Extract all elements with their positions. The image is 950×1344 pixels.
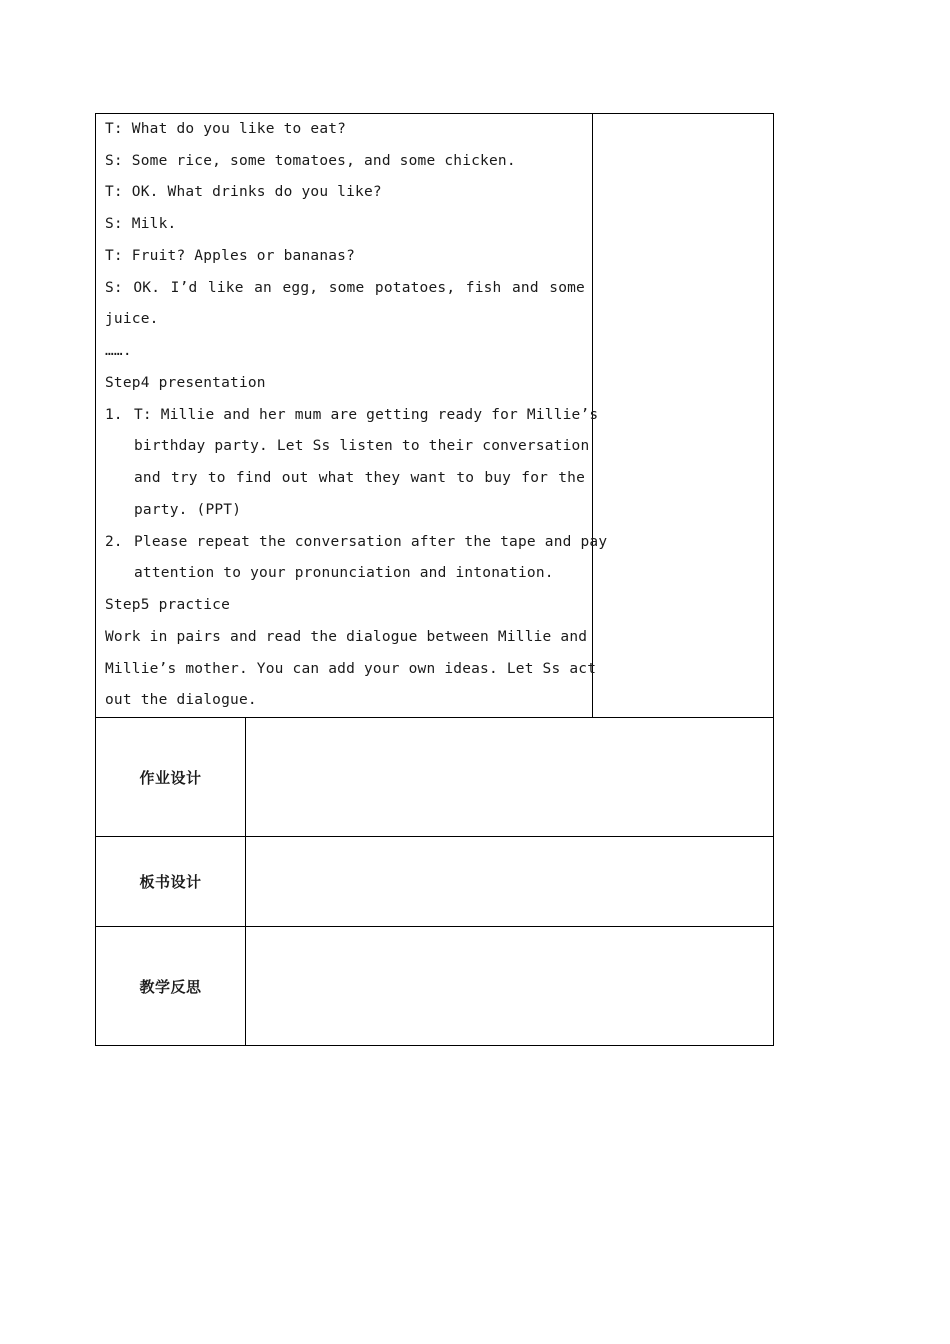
reflection-label: 教学反思: [96, 927, 246, 1045]
dialogue-line: S: Milk.: [105, 216, 177, 232]
procedure-cell: [96, 114, 608, 717]
board-design-label: 板书设计: [96, 837, 246, 926]
board-design-content: [246, 837, 773, 926]
dialogue-line: juice.: [105, 311, 159, 327]
dialogue-line: S: OK. I’d like an egg, some potatoes, fish and some: [105, 280, 585, 296]
practice-line: Millie’s mother. You can add your own ideas. Let Ss act: [105, 661, 597, 677]
lesson-plan-table: [95, 113, 774, 1046]
reflection-content: [246, 927, 773, 1045]
notes-cell: [593, 114, 773, 717]
item-number: 1.: [105, 407, 123, 423]
homework-row: [95, 717, 774, 836]
homework-label: 作业设计: [96, 718, 246, 836]
reflection-row: [95, 926, 774, 1046]
dialogue-line: S: Some rice, some tomatoes, and some chicken.: [105, 153, 516, 169]
item-number: 2.: [105, 534, 123, 550]
procedure-row: [95, 113, 774, 717]
step-heading: Step5 practice: [105, 597, 231, 613]
item-line: Please repeat the conversation after the tape and pay: [134, 534, 608, 550]
ellipsis-line: …….: [105, 343, 132, 359]
dialogue-line: T: OK. What drinks do you like?: [105, 184, 382, 200]
dialogue-line: T: What do you like to eat?: [105, 121, 347, 137]
practice-line: Work in pairs and read the dialogue between Millie and: [105, 629, 588, 645]
item-line: and try to find out what they want to buy for the: [134, 470, 585, 486]
item-line: party. (PPT): [134, 502, 242, 518]
board-design-row: [95, 836, 774, 926]
homework-content: [246, 718, 773, 836]
item-line: attention to your pronunciation and intonation.: [134, 565, 554, 581]
step-heading: Step4 presentation: [105, 375, 266, 391]
practice-line: out the dialogue.: [105, 692, 257, 708]
item-line: birthday party. Let Ss listen to their conversation: [134, 438, 590, 454]
dialogue-line: T: Fruit? Apples or bananas?: [105, 248, 356, 264]
item-line: T: Millie and her mum are getting ready for Millie’s: [134, 407, 599, 423]
